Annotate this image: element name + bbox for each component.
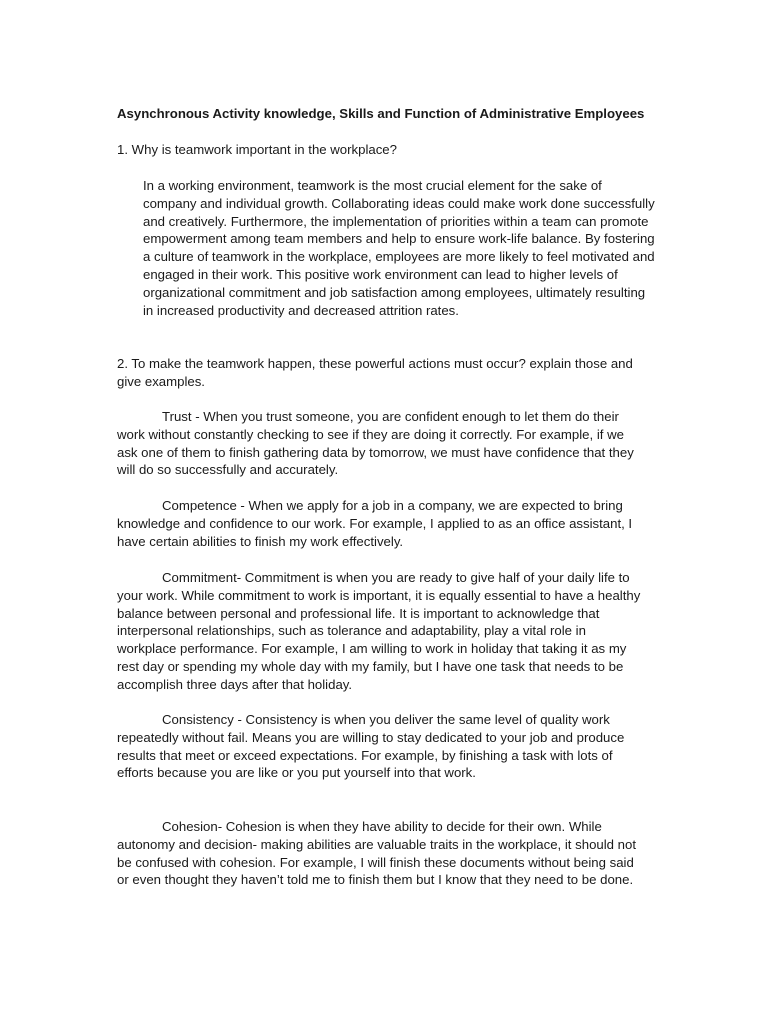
cohesion-paragraph: Cohesion- Cohesion is when they have ability to decide for their own. While autonomy and decision- making abilities are valuable traits in the workplace, it should not be confused with cohesion. For example, I will finish these documents without being said or even thought they haven’t told me to finish them but I know that they need to be done. (117, 819, 636, 888)
trust-paragraph: Trust - When you trust someone, you are confident enough to let them do their work without constantly checking to see if they are doing it correctly. For example, if we ask one of them to finish gathering data by tomorrow, we must have confidence that they will do so successfully and accurately. (117, 409, 634, 478)
consistency-paragraph: Consistency - Consistency is when you deliver the same level of quality work repeatedly without fail. Means you are willing to stay dedicated to your job and produce results that meet or exceed expectations. For example, by finishing a task with lots of efforts because you are like or you put yourself into that work. (117, 712, 625, 781)
commitment-paragraph: Commitment- Commitment is when you are ready to give half of your daily life to your work. While commitment to work is important, it is equally essential to have a healthy balance between personal and professional life. It is important to acknowledge that interpersonal relationships, such as tolerance and adaptability, play a vital role in workplace performance. For example, I am willing to work in holiday that taking it as my rest day or spending my whole day with my family, but I have one task that needs to be accomplish three days after that holiday. (117, 570, 641, 692)
question-2: 2. To make the teamwork happen, these powerful actions must occur? explain those and give examples. (117, 356, 633, 389)
question-1: 1. Why is teamwork important in the workplace? (117, 142, 397, 157)
competence-paragraph: Competence - When we apply for a job in a company, we are expected to bring knowledge and confidence to our work. For example, I applied to as an office assistant, I have certain abilities to finish my work effectively. (117, 498, 633, 549)
document-title: Asynchronous Activity knowledge, Skills and Function of Administrative Employees (117, 106, 645, 121)
answer-1-paragraph: In a working environment, teamwork is the most crucial element for the sake of company and individual growth. Collaborating ideas could make work done successfully and creatively. Furthermore, the implementation of priorities within a team can promote empowerment among team members and help to ensure work-life balance. By fostering a culture of teamwork in the workplace, employees are more likely to feel motivated and engaged in their work. This positive work environment can lead to higher levels of organizational commitment and job satisfaction among employees, ultimately resulting in increased productivity and decreased attrition rates. (143, 178, 655, 318)
